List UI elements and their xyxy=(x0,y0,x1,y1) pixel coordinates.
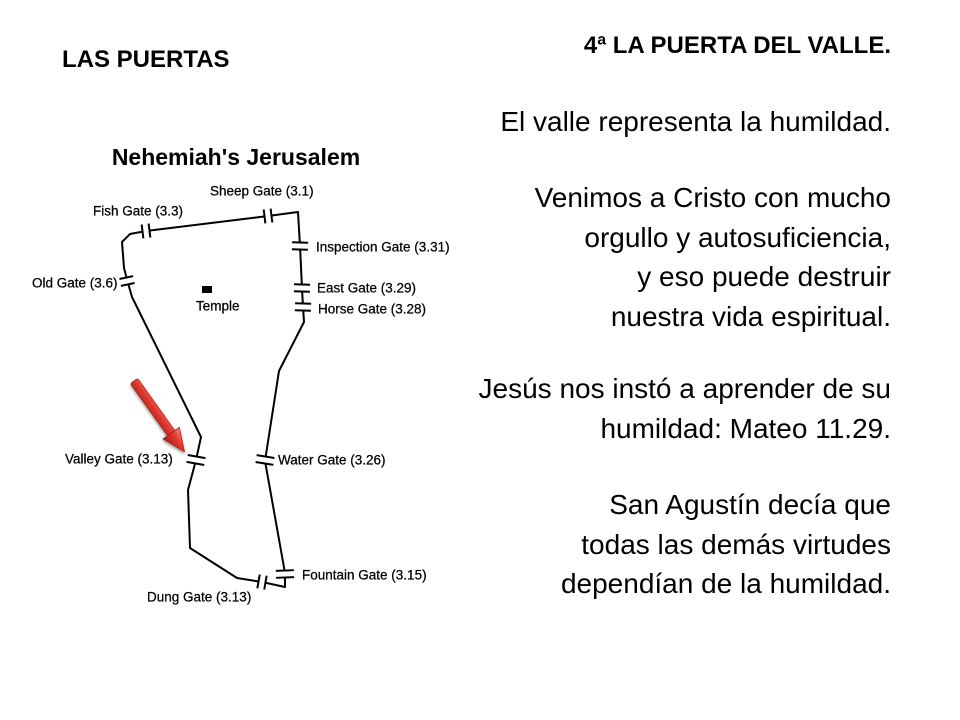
gate-gap xyxy=(265,216,271,217)
sheep-gate-label: Sheep Gate (3.1) xyxy=(210,183,314,199)
dung-gate-marker xyxy=(257,574,266,589)
map-title: Nehemiah's Jerusalem xyxy=(111,144,361,170)
gate-gap xyxy=(195,457,196,463)
water-gate-label: Water Gate (3.26) xyxy=(278,452,386,468)
gate-bar xyxy=(257,455,275,458)
temple-marker xyxy=(202,286,212,293)
slide-title: 4ª LA PUERTA DEL VALLE. xyxy=(583,32,891,59)
valley-gate-label: Valley Gate (3.13) xyxy=(65,451,173,467)
paragraph-line: Jesús nos instó a aprender de su xyxy=(478,373,891,404)
paragraph-line: orgullo y autosuficiencia, xyxy=(584,221,891,253)
gate-bar xyxy=(149,224,151,238)
gate-bar xyxy=(119,276,133,279)
gate-gap xyxy=(265,457,266,463)
dung-gate-label: Dung Gate (3.13) xyxy=(147,589,252,605)
paragraph xyxy=(500,102,891,142)
paragraph xyxy=(535,178,891,336)
paragraph-line: Venimos a Cristo con mucho xyxy=(534,182,891,213)
gate-gap xyxy=(259,581,265,582)
temple-label: Temple xyxy=(196,298,240,314)
valley-gate-marker xyxy=(187,455,206,465)
gate-bar xyxy=(256,462,274,465)
old-gate-marker xyxy=(119,276,134,286)
gate-bar xyxy=(292,242,308,243)
fish-gate-marker xyxy=(142,224,151,239)
gate-bar xyxy=(276,570,294,571)
east-gate-label: East Gate (3.29) xyxy=(317,280,417,296)
gate-bar xyxy=(264,209,266,223)
paragraph-line: El valle representa la humildad. xyxy=(500,106,891,137)
gate-gap xyxy=(126,278,127,284)
water-gate-marker xyxy=(256,455,275,465)
horse-gate-label: Horse Gate (3.28) xyxy=(318,301,427,317)
arrow-shaft xyxy=(130,378,177,439)
gate-bar xyxy=(264,576,266,590)
gate-bar xyxy=(295,303,311,304)
paragraph xyxy=(561,485,891,604)
gate-bar xyxy=(294,291,310,292)
inspection-gate-marker xyxy=(292,242,308,250)
gate-bar xyxy=(142,224,144,238)
fish-gate-label: Fish Gate (3.3) xyxy=(93,203,184,219)
paragraph-line: y eso puede destruir xyxy=(637,261,891,292)
gate-bar xyxy=(121,283,135,286)
paragraph-line: humildad: Mateo 11.29. xyxy=(600,412,891,444)
fountain-gate-marker xyxy=(276,570,294,578)
pointer-arrow-icon xyxy=(126,375,193,457)
fountain-gate-label: Fountain Gate (3.15) xyxy=(302,567,427,583)
paragraph-line: nuestra vida espiritual. xyxy=(610,300,891,332)
gate-bar xyxy=(271,209,273,223)
paragraph xyxy=(479,369,891,448)
east-gate-marker xyxy=(294,284,310,292)
horse-gate-marker xyxy=(295,303,311,311)
gate-bar xyxy=(294,284,310,285)
old-gate-label: Old Gate (3.6) xyxy=(32,275,118,291)
paragraph-line: San Agustín decía que xyxy=(609,489,891,520)
paragraph-line: dependían de la humildad. xyxy=(560,568,891,599)
gate-bar xyxy=(295,310,311,311)
gate-gap xyxy=(143,231,149,232)
section-heading: LAS PUERTAS xyxy=(62,46,230,73)
sheep-gate-marker xyxy=(264,209,273,224)
gate-bar xyxy=(276,577,294,578)
gate-bar xyxy=(292,249,308,250)
paragraph-line: todas las demás virtudes xyxy=(581,528,891,560)
gate-bar xyxy=(257,574,259,588)
inspection-gate-label: Inspection Gate (3.31) xyxy=(316,239,450,255)
